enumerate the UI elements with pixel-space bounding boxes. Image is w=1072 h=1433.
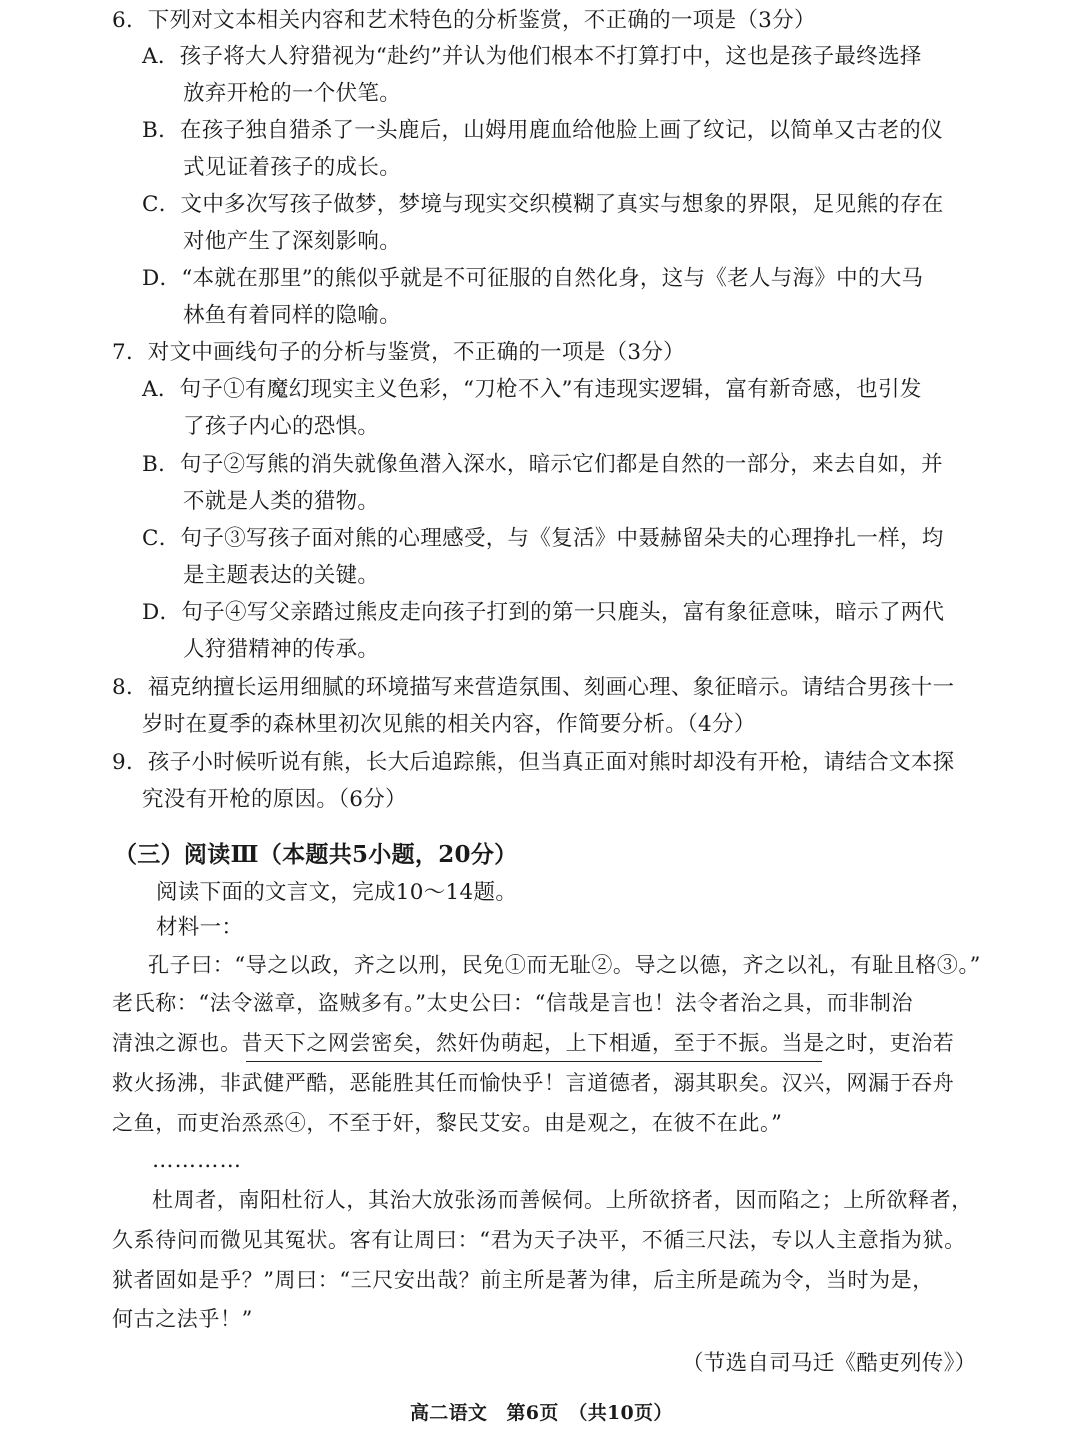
material2-line1: 杜周者，南阳杜衍人，其治大放张汤而善候伺。上所欲挤者，因而陷之；上所欲释者， [152,1188,973,1212]
material1-line3 [112,1028,954,1058]
underline-mark [246,1061,822,1062]
q7-stem: 7．对文中画线句子的分析与鉴赏，不正确的一项是（3分） [112,340,685,365]
q8-line1: 8．福克纳擅长运用细腻的环境描写来营造氛围、刻画心理、象征暗示。请结合男孩十一 [112,675,955,700]
q7-option-b-line1: B．句子②写熊的消失就像鱼潜入深水，暗示它们都是自然的一部分，来去自如，并 [142,452,943,477]
q9-line1: 9．孩子小时候听说有熊，长大后追踪熊，但当真正面对熊时却没有开枪，请结合文本探 [112,750,955,775]
material2-line4: 何古之法乎！” [112,1307,253,1331]
section-heading: （三）阅读Ⅲ（本题共5小题，20分） [114,841,518,868]
q6-option-c-line1: C．文中多次写孩子做梦，梦境与现实交织模糊了真实与想象的界限，足见熊的存在 [142,192,944,217]
q8-line2: 岁时在夏季的森林里初次见熊的相关内容，作简要分析。（4分） [142,712,756,737]
q6-option-b-line2: 式见证着孩子的成长。 [183,155,402,180]
q9-line2: 究没有开枪的原因。（6分） [142,787,407,812]
q6-option-d-line2: 林鱼有着同样的隐喻。 [183,303,402,328]
material1-label: 材料一： [156,915,244,940]
q7-option-d-line1: D．句子④写父亲踏过熊皮走向孩子打到的第一只鹿头，富有象征意味，暗示了两代 [142,600,945,625]
material2-line3: 狱者固如是乎？”周曰：“三尺安出哉？前主所是著为律，后主所是疏为令，当时为是， [112,1268,934,1292]
q6-option-a-line2: 放弃开枪的一个伏笔。 [183,81,402,106]
source-attribution: （节选自司马迁《酷吏列传》） [682,1351,977,1376]
q7-option-c-line1: C．句子③写孩子面对熊的心理感受，与《复活》中聂赫留朵夫的心理挣扎一样，均 [142,526,944,551]
q7-option-c-line2: 是主题表达的关键。 [183,563,380,588]
q6-stem: 6．下列对文本相关内容和艺术特色的分析鉴赏，不正确的一项是（3分） [112,8,816,33]
q6-option-b-line1: B．在孩子独自猎杀了一头鹿后，山姆用鹿血给他脸上画了纹记，以简单又古老的仪 [142,118,943,143]
q6-option-c-line2: 对他产生了深刻影响。 [183,229,402,254]
q7-option-d-line2: 人狩猎精神的传承。 [183,637,380,662]
q6-option-d-line1: D．“本就在那里”的熊似乎就是不可征服的自然化身，这与《老人与海》中的大马 [142,266,924,291]
q7-option-b-line2: 不就是人类的猎物。 [183,489,380,514]
ellipsis: ………… [152,1148,242,1173]
material1-line3-start: 清浊之源也。 [112,1031,242,1055]
q6-option-a-line1: A．孩子将大人狩猎视为“赴约”并认为他们根本不打算打中，这也是孩子最终选择 [142,44,922,69]
material1-line4: 救火扬沸，非武健严酷，恶能胜其任而愉快乎！言道德者，溺其职矣。汉兴，网漏于吞舟 [112,1071,955,1095]
q7-option-a-line2: 了孩子内心的恐惧。 [183,414,380,439]
material1-line2: 老氏称：“法令滋章，盗贼多有。”太史公曰：“信哉是言也！法令者治之具，而非制治 [112,991,914,1015]
q7-option-a-line1: A．句子①有魔幻现实主义色彩，“刀枪不入”有违现实逻辑，富有新奇感，也引发 [142,377,922,402]
page-footer: 高二语文 第6页 （共10页） [410,1402,673,1424]
material1-line3-end: 当是之时，吏治若 [781,1031,955,1055]
section-instruction: 阅读下面的文言文，完成10～14题。 [156,880,518,905]
underlined-sentence: 昔天下之网尝密矣，然奸伪萌起，上下相遁，至于不振。 [241,1031,782,1055]
material1-line5: 之鱼，而吏治烝烝④，不至于奸，黎民艾安。由是观之，在彼不在此。” [112,1111,783,1135]
material2-line2: 久系待问而微见其冤状。客有让周曰：“君为天子决平，不循三尺法，专以人主意指为狱。 [112,1228,966,1252]
material1-line1: 孔子曰：“导之以政，齐之以刑，民免①而无耻②。导之以德，齐之以礼，有耻且格③。” [148,953,981,977]
